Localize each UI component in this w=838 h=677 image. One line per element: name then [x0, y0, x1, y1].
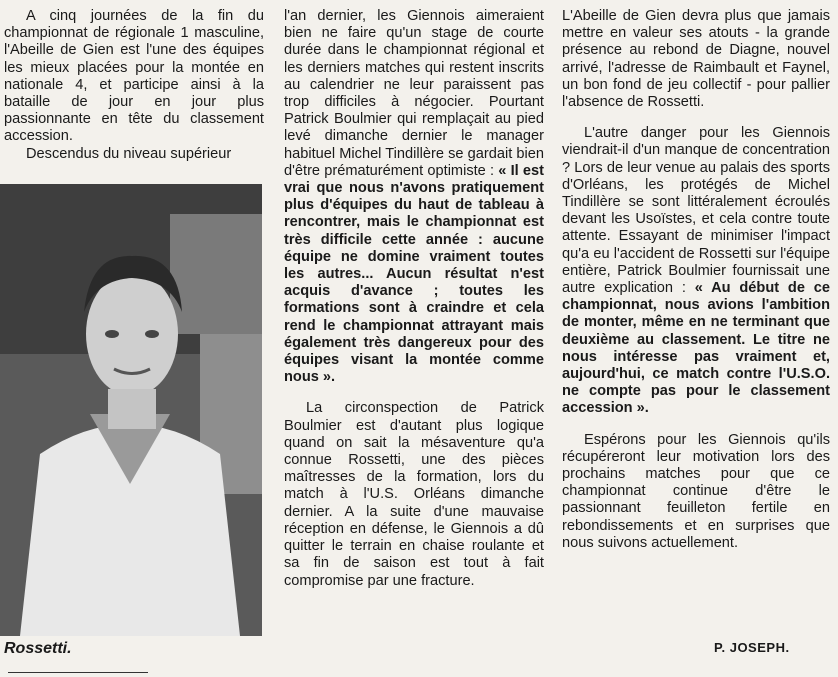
intro-paragraph-continued: Descendus du niveau supérieur: [26, 145, 232, 162]
rossetti-photo: [0, 184, 262, 636]
column-2: [284, 8, 544, 590]
bottom-rule: [8, 672, 148, 673]
boulmier-quote-2: « Au début de ce championnat, nous avions l'ambition de monter, même en ne terminant que deuxième au classement. Le titre ne nous intéresse pas vraiment et, aujourd'hui, ce match contre l'U.S.O. ne compte pas pour le classement accession ».: [562, 280, 830, 417]
column-2-paragraph-2: La circonspection de Patrick Boulmier est d'autant plus logique quand on sait la mésaventure qu'a connue Rossetti, une des pièces maîtresses de la formation, lors du match à l'U.S. Orléans dimanche dernier. A la suite d'une mauvaise réception en défense, le Giennois a dû quitter le terrain en chaise roulante et sa fin de saison est tout à fait compromise par une fracture.: [284, 400, 544, 589]
intro-paragraph: A cinq journées de la fin du championnat de régionale 1 masculine, l'Abeille de Gien est l'une des équipes les mieux placées pour la montée en nationale 4, et participe ainsi à la bataille de jour en jour plus passionnante en tête du classement accession.: [4, 8, 264, 145]
column-3: [562, 8, 830, 552]
boulmier-quote-1: « Il est vrai que nous n'avons pratiquement plus d'équipes du haut de tableau à rencontrer, mais le championnat est très difficile cette année : aucune équipe ne domine vraiment toutes les autres... Aucun résultat n'est acquis d'avance ; toutes les formations sont à craindre et cela rend le championnat attrayant mais également très dangereux pour des équipes visant la montée comme nous ».: [284, 162, 544, 386]
photo-caption: Rossetti.: [4, 640, 72, 657]
column-3-paragraph-2: [562, 125, 830, 417]
column-3-paragraph-2-text: L'autre danger pour les Giennois viendrait-il d'un manque de concentration ? Lors de leur venue au palais des sports d'Orléans, les protégés de Michel Tindillère se sont littéralement écroulés devant les Usoïstes, et cela contre toute attente. Essayant de minimiser l'impact qu'a eu l'accident de Rossetti sur l'équipe entière, Patrick Boulmier fournissait une autre explication :: [562, 125, 830, 297]
column-3-paragraph-1: L'Abeille de Gien devra plus que jamais mettre en valeur ses atouts - la grande présence au rebond de Diagne, nouvel arrivé, l'adresse de Raimbault et Faynel, un bon fond de jeu collectif - pour pallier l'absence de Rossetti.: [562, 8, 830, 111]
column-1: [4, 8, 264, 163]
column-2-paragraph-1: [284, 8, 544, 386]
author-signature: P. JOSEPH.: [714, 640, 790, 655]
column-2-paragraph-1-text: l'an dernier, les Giennois aimeraient bien ne faire qu'un stage de courte durée dans le championnat régional et les derniers matches qui restent inscrits au calendrier ne leur paraissent pas trop difficiles à négocier. Pourtant Patrick Boulmier qui remplaçait au pied levé dimanche dernier le manager habituel Michel Tindillère se gardait bien d'être prématurément optimiste :: [284, 8, 544, 179]
column-3-paragraph-3: Espérons pour les Giennois qu'ils récupéreront leur motivation lors des prochains matches pour que ce championnat continue d'être le passionnant feuilleton fertile en rebondissements et en surprises que nous suivons actuellement.: [562, 431, 830, 551]
